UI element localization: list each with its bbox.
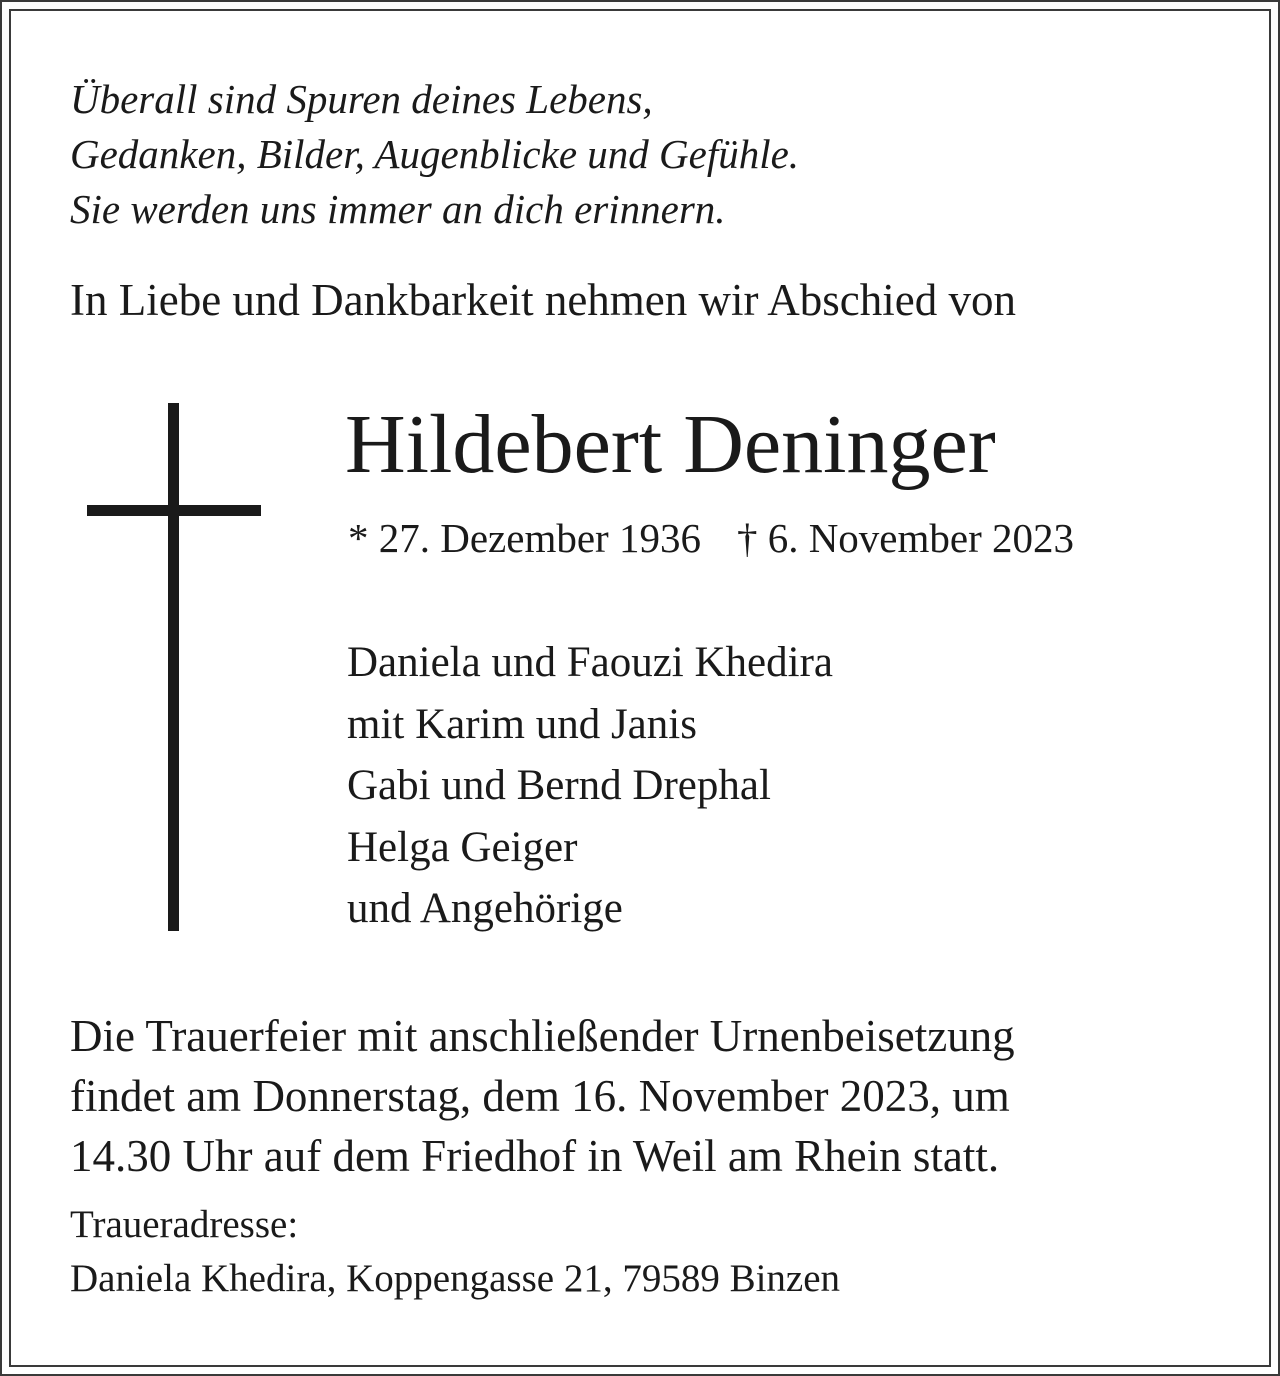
ceremony-line: Die Trauerfeier mit anschließender Urnenbeisetzung <box>70 1011 1015 1061</box>
mourners-list <box>347 632 833 940</box>
life-dates <box>348 512 1074 564</box>
ceremony-line: 14.30 Uhr auf dem Friedhof in Weil am Rhein statt. <box>70 1131 1000 1181</box>
mourning-address <box>70 1198 840 1306</box>
ceremony-notice <box>70 1006 1015 1186</box>
poem-line: Sie werden uns immer an dich erinnern. <box>70 186 726 232</box>
mourner-line: Gabi und Bernd Drephal <box>347 762 771 809</box>
ceremony-line: findet am Donnerstag, dem 16. November 2023, um <box>70 1071 1010 1121</box>
poem-line: Überall sind Spuren deines Lebens, <box>70 76 653 122</box>
cross-horizontal-bar <box>87 505 261 516</box>
address-value: Daniela Khedira, Koppengasse 21, 79589 Binzen <box>70 1257 841 1300</box>
birth-date: * 27. Dezember 1936 <box>348 515 701 561</box>
cross-vertical-bar <box>168 403 179 931</box>
deceased-name: Hildebert Deninger <box>345 398 996 491</box>
mourner-line: und Angehörige <box>347 885 623 932</box>
mourner-line: Daniela und Faouzi Khedira <box>347 639 833 686</box>
poem-line: Gedanken, Bilder, Augenblicke und Gefühle. <box>70 131 800 177</box>
poem <box>70 72 799 237</box>
farewell-intro: In Liebe und Dankbarkeit nehmen wir Abschied von <box>70 275 1016 325</box>
mourner-line: mit Karim und Janis <box>347 700 697 748</box>
address-label: Traueradresse: <box>70 1203 299 1246</box>
death-date: † 6. November 2023 <box>736 515 1075 561</box>
mourner-line: Helga Geiger <box>347 823 578 871</box>
